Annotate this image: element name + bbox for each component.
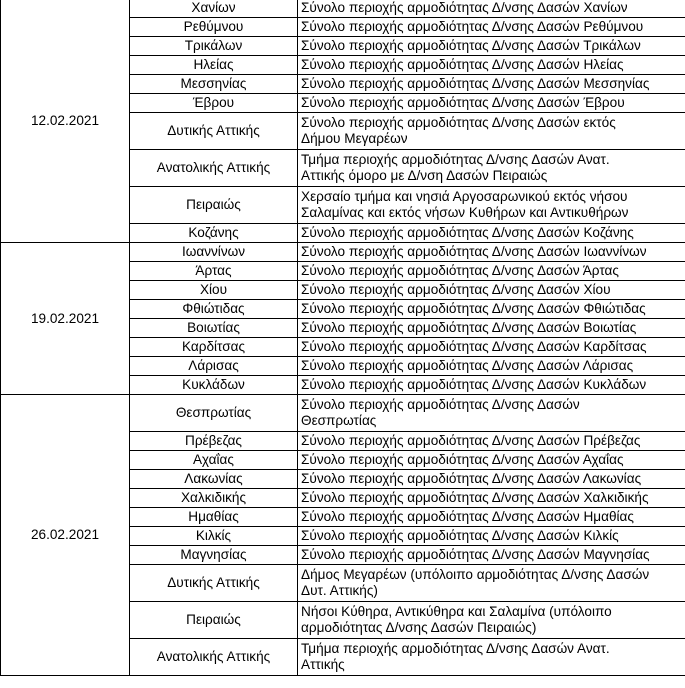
description-cell [298, 602, 685, 639]
description-cell [298, 0, 685, 18]
description-cell [298, 376, 685, 395]
description-cell [298, 470, 685, 489]
region-cell: Ανατολικής Αττικής [130, 150, 298, 187]
description-line: Σύνολο περιοχής αρμοδιότητας Δ/νσης Δασών Βοιωτίας [301, 320, 637, 335]
description-cell [298, 338, 685, 357]
schedule-table-body [1, 0, 685, 676]
description-cell [298, 319, 685, 338]
description-cell [298, 224, 685, 243]
description-line: Χερσαίο τμήμα και νησιά Αργοσαρωνικού εκτός νήσου [301, 189, 628, 204]
description-line: Αττικής [301, 657, 345, 672]
region-cell: Ανατολικής Αττικής [130, 639, 298, 676]
description-cell [298, 639, 685, 676]
description-line: Δήμος Μεγαρέων (υπόλοιπο αρμοδιότητας Δ/νσης Δασών [301, 567, 650, 582]
region-cell: Χανίων [130, 0, 298, 18]
description-line: Σύνολο περιοχής αρμοδιότητας Δ/νσης Δασών Ηλείας [301, 57, 624, 72]
description-line: Σύνολο περιοχής αρμοδιότητας Δ/νσης Δασών Ιωαννίνων [301, 244, 647, 259]
region-cell: Άρτας [130, 262, 298, 281]
description-cell [298, 432, 685, 451]
description-cell [298, 395, 685, 432]
description-cell [298, 546, 685, 565]
description-line: Σύνολο περιοχής αρμοδιότητας Δ/νσης Δασών Μεσσηνίας [301, 76, 650, 91]
description-cell [298, 262, 685, 281]
region-cell: Βοιωτίας [130, 319, 298, 338]
description-line: Σύνολο περιοχής αρμοδιότητας Δ/νσης Δασών Αχαΐας [301, 452, 624, 467]
description-line: Σύνολο περιοχής αρμοδιότητας Δ/νσης Δασών Χανίων [301, 0, 628, 15]
description-cell [298, 527, 685, 546]
description-cell [298, 56, 685, 75]
date-cell: 12.02.2021 [1, 0, 130, 243]
description-line: Σύνολο περιοχής αρμοδιότητας Δ/νσης Δασών [301, 397, 580, 412]
region-cell: Κιλκίς [130, 527, 298, 546]
region-cell: Κοζάνης [130, 224, 298, 243]
region-cell: Τρικάλων [130, 37, 298, 56]
region-cell: Χίου [130, 281, 298, 300]
region-cell: Μαγνησίας [130, 546, 298, 565]
description-cell [298, 113, 685, 150]
description-cell [298, 243, 685, 262]
description-line: Θεσπρωτίας [301, 413, 377, 428]
description-line: Νήσοι Κύθηρα, Αντικύθηρα και Σαλαμίνα (υπόλοιπο [301, 604, 612, 619]
description-line: Σύνολο περιοχής αρμοδιότητας Δ/νσης Δασών Πρέβεζας [301, 433, 641, 448]
region-cell: Έβρου [130, 94, 298, 113]
description-line: Σύνολο περιοχής αρμοδιότητας Δ/νσης Δασών Άρτας [301, 263, 619, 278]
description-line: Τμήμα περιοχής αρμοδιότητας Δ/νσης Δασών Ανατ. [301, 641, 610, 656]
description-line: Σύνολο περιοχής αρμοδιότητας Δ/νσης Δασών Κυκλάδων [301, 377, 647, 392]
description-line: Σύνολο περιοχής αρμοδιότητας Δ/νσης Δασών Έβρου [301, 95, 625, 110]
region-cell: Ρεθύμνου [130, 18, 298, 37]
description-cell [298, 281, 685, 300]
region-cell: Ιωαννίνων [130, 243, 298, 262]
region-cell: Πρέβεζας [130, 432, 298, 451]
description-line: Σύνολο περιοχής αρμοδιότητας Δ/νσης Δασών Ημαθίας [301, 509, 634, 524]
description-cell [298, 357, 685, 376]
region-cell: Ηλείας [130, 56, 298, 75]
description-line: Σύνολο περιοχής αρμοδιότητας Δ/νσης Δασών Ρεθύμνου [301, 19, 644, 34]
description-cell [298, 18, 685, 37]
region-cell: Φθιώτιδας [130, 300, 298, 319]
region-cell: Λάρισας [130, 357, 298, 376]
region-cell: Αχαΐας [130, 451, 298, 470]
description-line: Δήμου Μεγαρέων [301, 131, 408, 146]
region-cell: Δυτικής Αττικής [130, 565, 298, 602]
region-cell: Λακωνίας [130, 470, 298, 489]
description-line: Αττικής όμορο με Δ/νση Δασών Πειραιώς [301, 168, 548, 183]
description-line: Σύνολο περιοχής αρμοδιότητας Δ/νσης Δασών Κιλκίς [301, 528, 619, 543]
region-cell: Πειραιώς [130, 602, 298, 639]
region-cell: Χαλκιδικής [130, 489, 298, 508]
description-cell [298, 187, 685, 224]
description-cell [298, 451, 685, 470]
description-line: Σαλαμίνας και εκτός νήσων Κυθήρων και Αντικυθήρων [301, 205, 629, 220]
description-line: Σύνολο περιοχής αρμοδιότητας Δ/νσης Δασών Καρδίτσας [301, 339, 647, 354]
description-cell [298, 565, 685, 602]
region-cell: Κυκλάδων [130, 376, 298, 395]
region-cell: Δυτικής Αττικής [130, 113, 298, 150]
description-cell [298, 508, 685, 527]
description-cell [298, 94, 685, 113]
description-line: Σύνολο περιοχής αρμοδιότητας Δ/νσης Δασών Κοζάνης [301, 225, 634, 240]
region-cell: Πειραιώς [130, 187, 298, 224]
description-line: αρμοδιότητας Δ/νσης Δασών Πειραιώς) [301, 620, 537, 635]
description-line: Σύνολο περιοχής αρμοδιότητας Δ/νσης Δασών Τρικάλων [301, 38, 641, 53]
description-line: Δυτ. Αττικής) [301, 583, 378, 598]
description-cell [298, 150, 685, 187]
description-line: Σύνολο περιοχής αρμοδιότητας Δ/νσης Δασών Χίου [301, 282, 611, 297]
description-cell [298, 75, 685, 94]
description-line: Σύνολο περιοχής αρμοδιότητας Δ/νσης Δασών Λακωνίας [301, 471, 642, 486]
description-line: Τμήμα περιοχής αρμοδιότητας Δ/νσης Δασών Ανατ. [301, 152, 610, 167]
description-cell [298, 300, 685, 319]
region-cell: Θεσπρωτίας [130, 395, 298, 432]
region-cell: Καρδίτσας [130, 338, 298, 357]
description-cell [298, 37, 685, 56]
region-cell: Ημαθίας [130, 508, 298, 527]
description-line: Σύνολο περιοχής αρμοδιότητας Δ/νσης Δασών Μαγνησίας [301, 547, 650, 562]
description-cell [298, 489, 685, 508]
table-row [1, 243, 685, 262]
table-row [1, 395, 685, 432]
region-cell: Μεσσηνίας [130, 75, 298, 94]
description-line: Σύνολο περιοχής αρμοδιότητας Δ/νσης Δασών Λάρισας [301, 358, 634, 373]
description-line: Σύνολο περιοχής αρμοδιότητας Δ/νσης Δασών εκτός [301, 115, 616, 130]
description-line: Σύνολο περιοχής αρμοδιότητας Δ/νσης Δασών Χαλκιδικής [301, 490, 649, 505]
table-row [1, 0, 685, 18]
date-cell: 26.02.2021 [1, 395, 130, 676]
description-line: Σύνολο περιοχής αρμοδιότητας Δ/νσης Δασών Φθιώτιδας [301, 301, 646, 316]
date-cell: 19.02.2021 [1, 243, 130, 395]
